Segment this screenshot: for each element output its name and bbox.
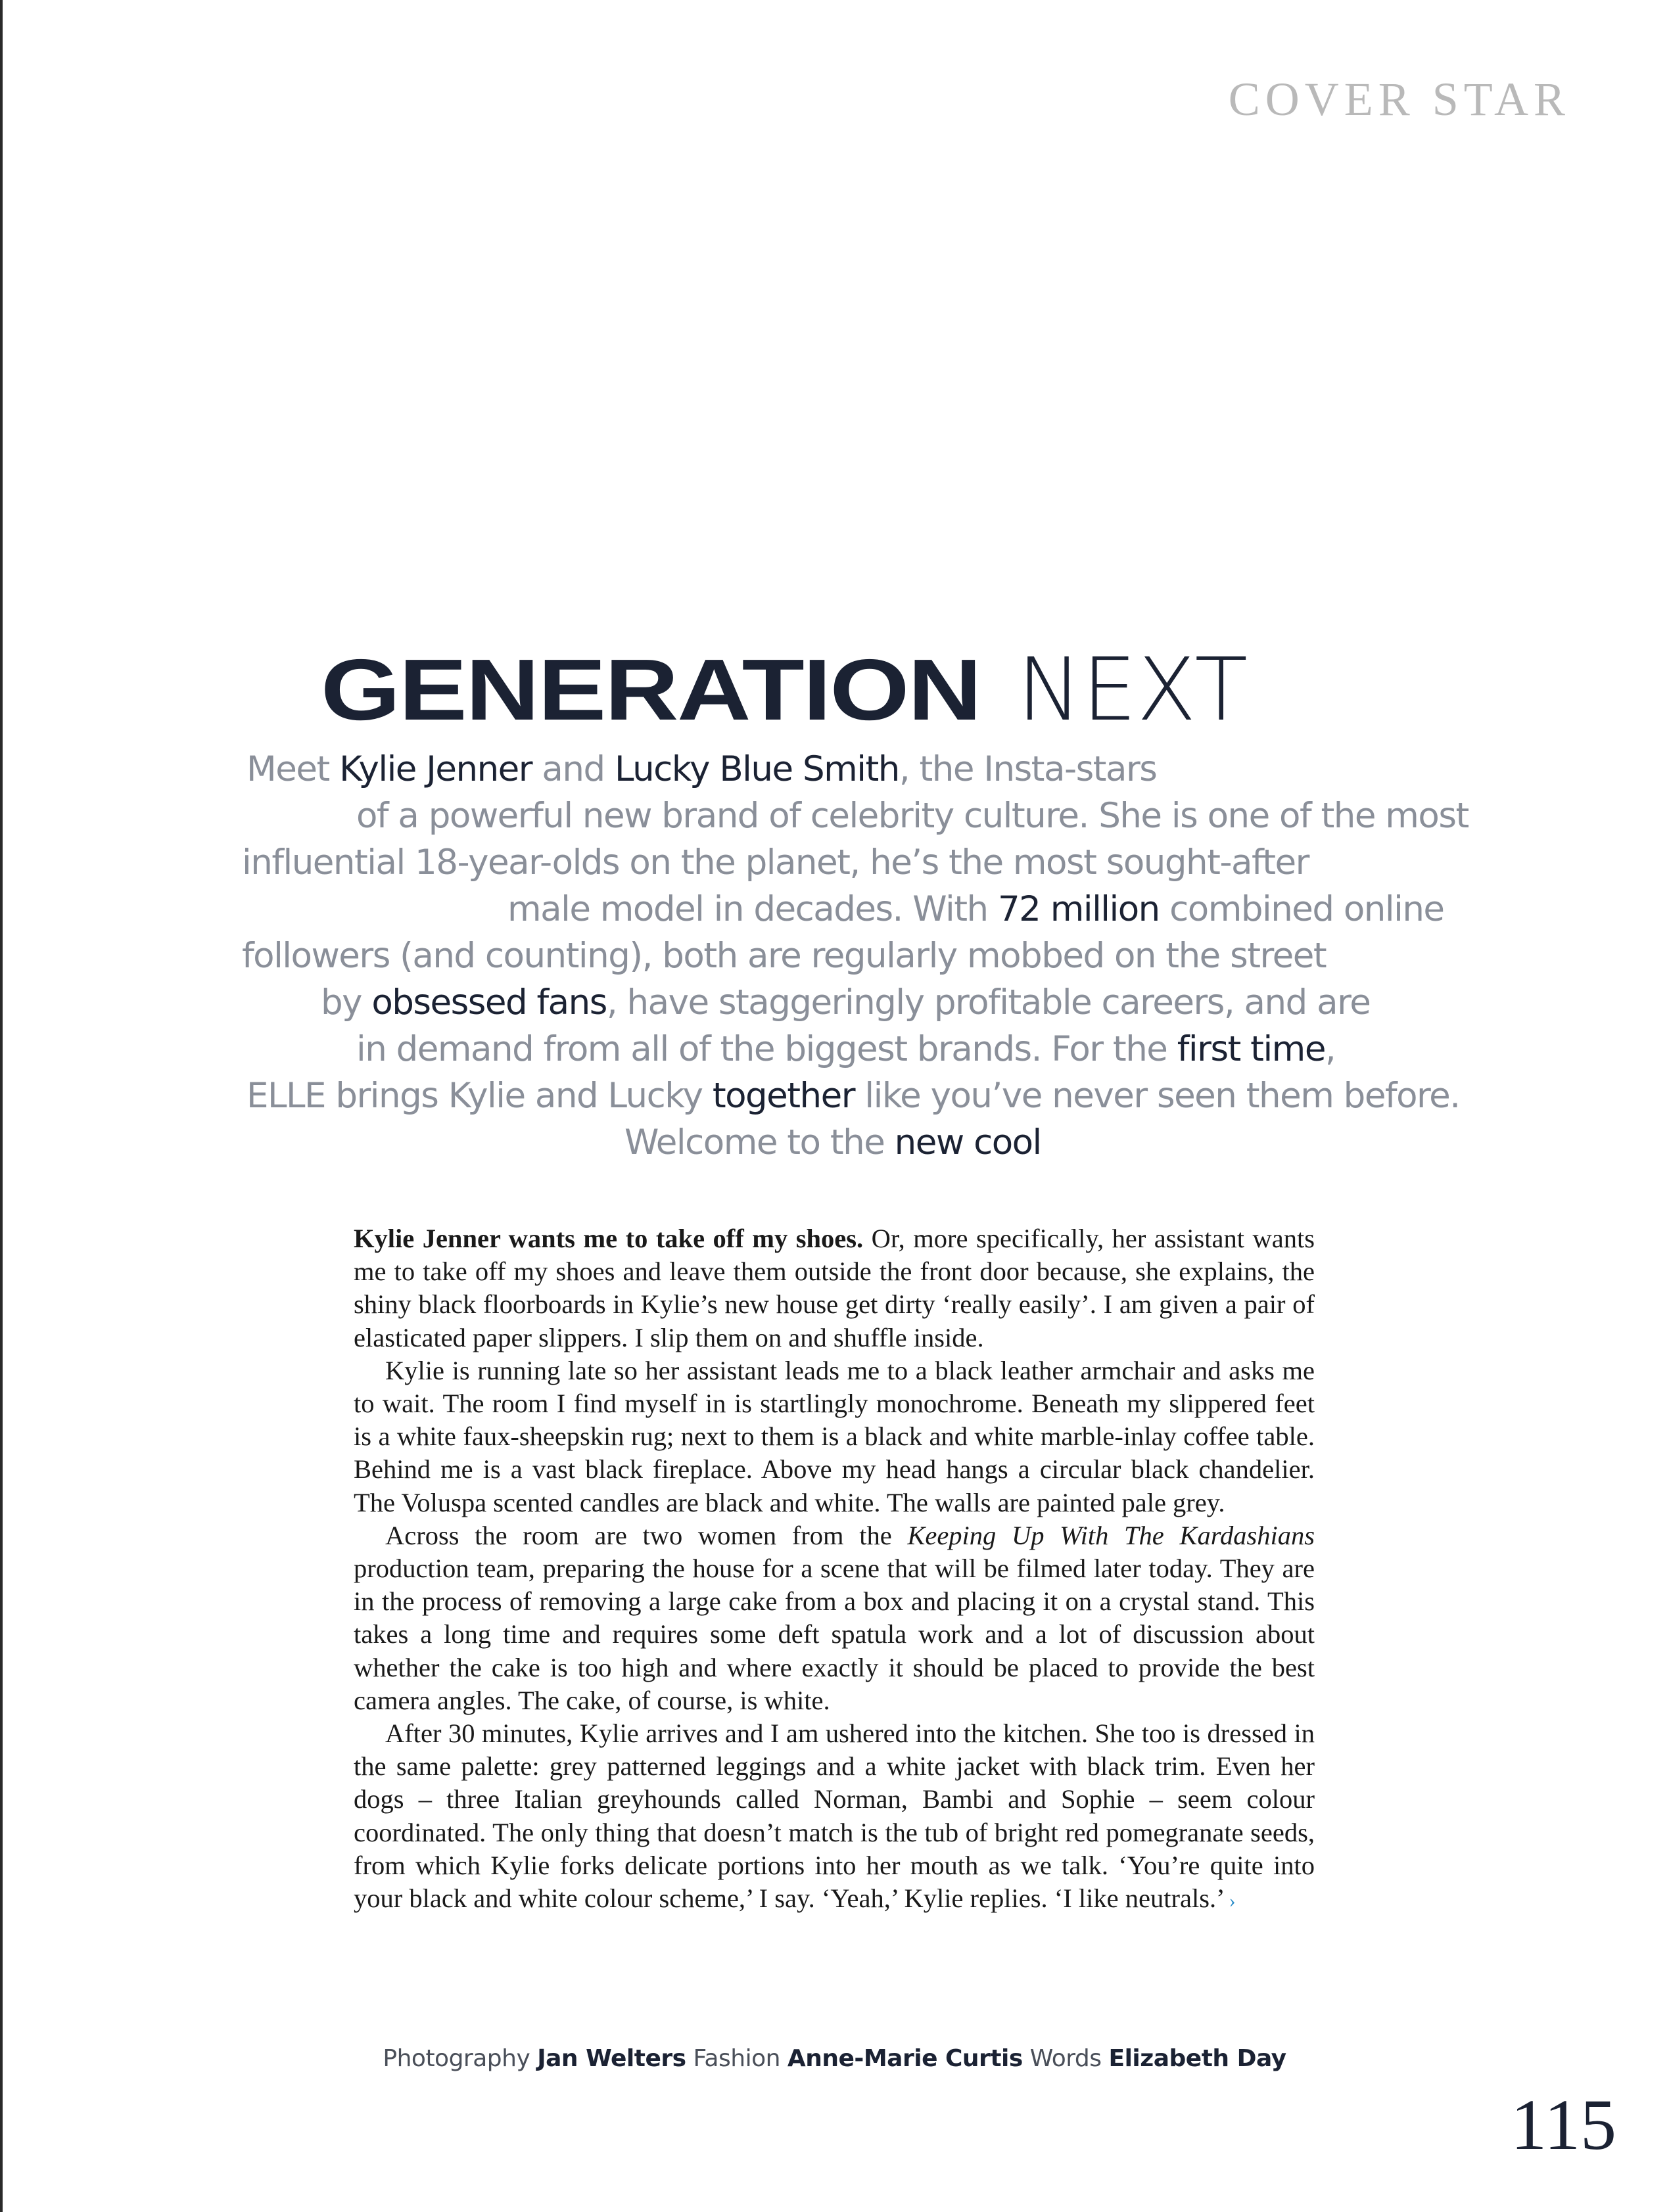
headline-light: NEXT [1017,639,1248,741]
standfirst-line: of a powerful new brand of celebrity culture. She is one of the most [356,796,1469,836]
credit-role-fashion: Fashion [693,2045,780,2072]
article-body [354,1222,1315,1918]
page-edge-rule [0,0,3,2212]
highlight-kylie-jenner: Kylie Jenner [339,749,532,789]
article-paragraph: After 30 minutes, Kylie arrives and I am ushered into the kitchen. She too is dressed in the same palette: grey patterned leggings and a white jacket with black trim. Even her dogs – three Italian greyhounds called Norman, Bambi and Sophie – seem colour coordinated. The only thing that doesn’t match is the tub of bright red pomegranate seeds, from which Kylie forks delicate portions into her mouth as we talk. ‘You’re quite into your black and white colour scheme,’ I say. ‘Yeah,’ Kylie replies. ‘I like neutrals.’ › [354,1718,1315,1914]
highlight-first-time: first time [1177,1029,1325,1069]
highlight-obsessed-fans: obsessed fans [371,982,607,1023]
article-lead-in: Kylie Jenner wants me to take off my shoes. [354,1224,864,1253]
standfirst-line: influential 18-year-olds on the planet, he’s the most sought-after [242,842,1309,883]
page-number: 115 [1511,2085,1616,2165]
headline [0,641,1669,739]
standfirst-line: by obsessed fans, have staggeringly profitable careers, and are [321,982,1371,1023]
continue-arrow-icon: › [1229,1890,1236,1912]
standfirst [210,746,1469,1166]
section-label: COVER STAR [1228,73,1570,126]
highlight-lucky-blue-smith: Lucky Blue Smith [614,749,899,789]
credits-line [0,2045,1669,2072]
article-paragraph: Kylie Jenner wants me to take off my shoes. Or, more specifically, her assistant wants me to take off my shoes and leave them outside the front door because, she explains, the shiny black floorboards in Kylie’s new house get dirty ‘really easily’. I am given a pair of elasticated paper slippers. I slip them on and shuffle inside. [354,1224,1315,1352]
headline-bold: GENERATION [320,641,981,738]
standfirst-line: male model in decades. With 72 million combined online [507,889,1444,929]
credit-role-words: Words [1029,2045,1102,2072]
standfirst-line: followers (and counting), both are regularly mobbed on the street [242,936,1327,976]
show-title: Keeping Up With The Kardashians [907,1520,1315,1550]
credit-name-writer: Elizabeth Day [1108,2045,1286,2072]
credit-name-photographer: Jan Welters [537,2045,686,2072]
highlight-new-cool: new cool [894,1122,1041,1163]
standfirst-line: Meet Kylie Jenner and Lucky Blue Smith, the Insta-stars [247,749,1157,789]
standfirst-line: Welcome to the new cool [624,1122,1041,1163]
credit-role-photography: Photography [383,2045,530,2072]
standfirst-line: in demand from all of the biggest brands. For the first time, [356,1029,1336,1069]
article-paragraph: Kylie is running late so her assistant leads me to a black leather armchair and asks me to wait. The room I find myself in is startlingly monochrome. Beneath my slippered feet is a white faux-sheepskin rug; next to them is a black and white marble-inlay coffee table. Behind me is a vast black fireplace. Above my head hangs a circular black chandelier. The Voluspa scented candles are black and white. The walls are painted pale grey. [354,1355,1315,1517]
article-paragraph: Across the room are two women from the Keeping Up With The Kardashians production team, preparing the house for a scene that will be filmed later today. They are in the process of removing a large cake from a box and placing it on a crystal stand. This takes a long time and requires some deft spatula work and a lot of discussion about whether the cake is too high and where exactly it should be placed to provide the best camera angles. The cake, of course, is white. [354,1520,1315,1715]
highlight-72-million: 72 million [997,889,1160,929]
credit-name-fashion: Anne-Marie Curtis [787,2045,1023,2072]
highlight-together: together [712,1076,855,1116]
standfirst-line: ELLE brings Kylie and Lucky together like you’ve never seen them before. [247,1076,1460,1116]
